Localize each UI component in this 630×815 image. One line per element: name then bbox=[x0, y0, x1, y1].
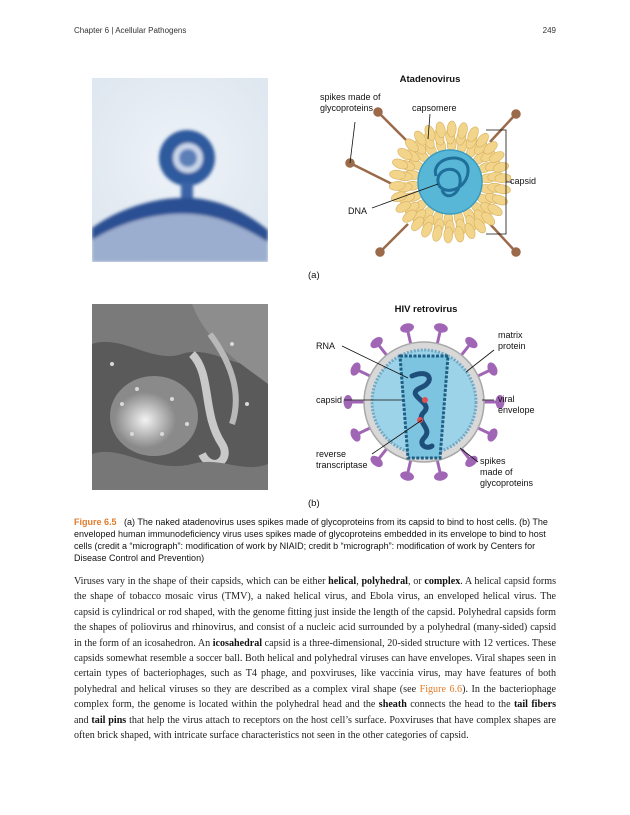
bold-term: tail pins bbox=[91, 714, 127, 726]
sublabel-a: (a) bbox=[308, 270, 320, 281]
label-spikes-b-line2: made of bbox=[480, 467, 513, 477]
sublabel-b: (b) bbox=[308, 498, 320, 509]
hiv-spike-head bbox=[344, 395, 353, 409]
hiv-spike-head bbox=[348, 361, 362, 378]
diagram-title-atadenovirus: Atadenovirus bbox=[399, 74, 461, 85]
bold-term: polyhedral bbox=[361, 576, 408, 587]
capsomere-unit bbox=[444, 227, 454, 243]
label-rt-line1: reverse bbox=[316, 449, 347, 459]
body-text-segment: that help the virus attach to receptors on the host cell’s surface. Poxviruses that have complex shapes are often brick shaped, with intricate surface characteristics not seen in the other categories of capsid. bbox=[74, 714, 556, 742]
hiv-spike-head bbox=[433, 470, 449, 482]
hiv-spike-head bbox=[348, 427, 362, 444]
capsomere-unit bbox=[389, 169, 406, 180]
label-matrix-line1: matrix bbox=[498, 330, 523, 340]
label-viral-envelope bbox=[498, 394, 535, 416]
body-text-segment: connects the head to the bbox=[406, 699, 514, 711]
virus-micrograph-sem-icon bbox=[92, 304, 268, 490]
body-text-segment: ). In the bacteriophage complex form, the genome is located within the polyhedral head and the bbox=[74, 683, 556, 711]
body-paragraph bbox=[74, 574, 556, 743]
label-spikes-b-line1: spikes bbox=[480, 456, 506, 466]
label-matrix-line2: protein bbox=[498, 341, 526, 351]
label-capsid-b: capsid bbox=[316, 395, 343, 405]
label-rna: RNA bbox=[316, 341, 336, 351]
label-capsomere: capsomere bbox=[412, 103, 457, 113]
hiv-spike-head bbox=[485, 427, 499, 444]
label-dna: DNA bbox=[348, 206, 368, 216]
capsomere-unit bbox=[447, 121, 457, 137]
body-text-segment: . A helical capsid forms the shape of tobacco mosaic virus (TMV), a naked helical virus, and Ebola virus, an enveloped helical virus. The capsid is cylindrical or rod shaped, with the genome fitting just inside the length of the capsid. Polyhedral capsids form the shapes of poliovirus and rhinovirus, and consist of a nucleic acid surrounded by a polyhedral (many-sided) capsid in the form of an icosahedron. An bbox=[74, 576, 557, 649]
virus-micrograph-naked-icon bbox=[92, 78, 268, 262]
label-rt-line2: transcriptase bbox=[316, 460, 368, 470]
hiv-spike-head bbox=[399, 322, 415, 334]
body-text-segment: Viruses vary in the shape of their capsids, which can be either bbox=[74, 576, 329, 587]
bold-term: complex bbox=[424, 576, 461, 587]
figure-caption bbox=[74, 516, 556, 564]
label-envelope-line2: envelope bbox=[498, 405, 535, 415]
label-envelope-line1: viral bbox=[498, 394, 515, 404]
figure-caption-text: (a) The naked atadenovirus uses spikes made of glycoproteins from its capsid to bind to host cells. (b) The enveloped human immunodeficiency virus uses spikes made of glycoproteins embedded in its envelope to bind to host cells (credit a “micrograph”: modification of work by NIAID; credit b “micrograph”: modification of work by Centers for Disease Control and Prevention) bbox=[74, 517, 548, 563]
label-capsid-a: capsid bbox=[510, 176, 537, 186]
figure-label: Figure 6.5 bbox=[74, 517, 117, 527]
bold-term: sheath bbox=[378, 699, 407, 711]
bold-term: tail fibers bbox=[513, 699, 556, 711]
label-spikes-a-line1: spikes made of bbox=[320, 92, 381, 102]
figure-reference-link[interactable]: Figure 6.6 bbox=[419, 683, 463, 695]
label-spikes-b bbox=[480, 456, 533, 489]
bold-term: icosahedral bbox=[212, 637, 263, 649]
capsomere-unit bbox=[494, 184, 511, 195]
micrograph-a bbox=[92, 78, 268, 262]
micrograph-b bbox=[92, 304, 268, 490]
diagram-title-hiv: HIV retrovirus bbox=[394, 304, 458, 315]
hiv-spike-head bbox=[433, 322, 449, 334]
hiv-spike-head bbox=[399, 470, 415, 482]
body-text-segment: , or bbox=[408, 576, 425, 587]
body-text-segment: capsid is a three-dimensional, 20-sided structure with 12 vertices. These capsids somewhat resemble a soccer ball. Both helical and polyhedral viruses can have envelopes. Viral shapes seen in certain types of bacteriophages, such as T4 phage, and poxviruses, like vaccinia virus, may have features of both polyhedral and helical viruses so they are described as a complex viral shape (see bbox=[74, 637, 556, 695]
label-matrix-protein bbox=[498, 330, 526, 352]
hiv-spike-head bbox=[485, 361, 499, 378]
body-text-segment: and bbox=[74, 714, 92, 726]
label-spikes-a-line2: glycoproteins bbox=[320, 103, 374, 113]
bold-term: helical bbox=[328, 576, 357, 587]
label-spikes-b-line3: glycoproteins bbox=[480, 478, 534, 488]
label-reverse-transcriptase bbox=[316, 449, 368, 471]
reverse-transcriptase-marker bbox=[422, 397, 428, 403]
page-number: 249 bbox=[542, 26, 556, 35]
label-spikes-a bbox=[320, 92, 381, 114]
running-header-chapter: Chapter 6 | Acellular Pathogens bbox=[74, 26, 187, 35]
body-text-segment: , bbox=[356, 576, 362, 587]
